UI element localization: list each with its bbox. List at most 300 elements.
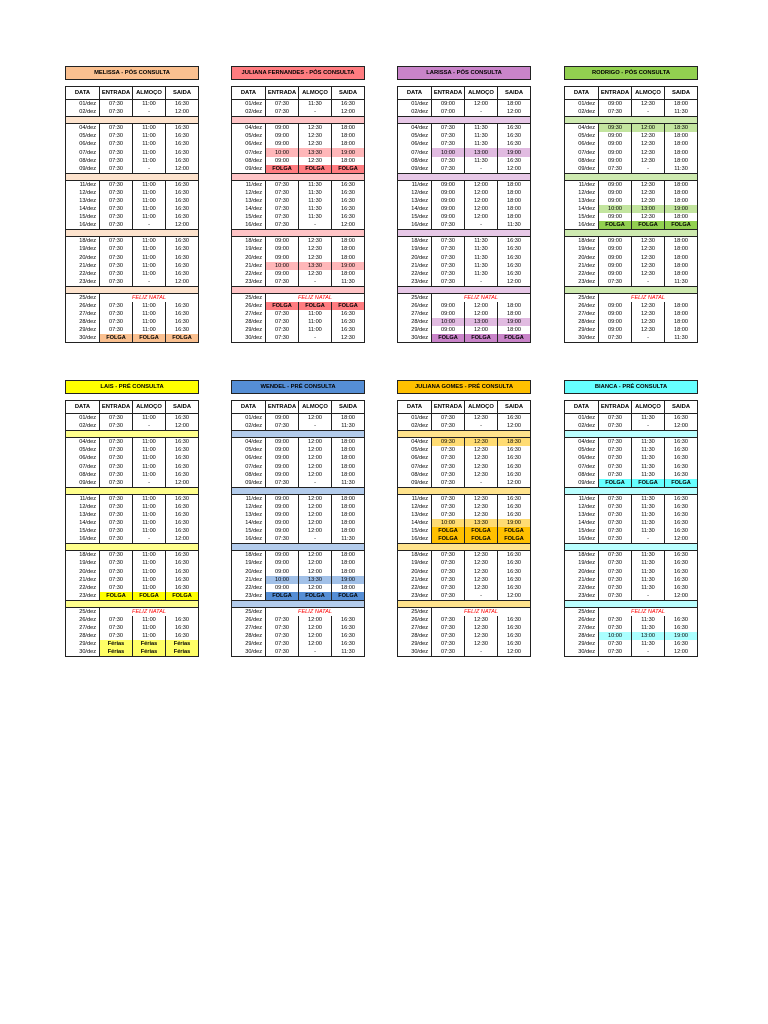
lunch-time-cell: 11:00: [133, 551, 166, 560]
entry-time-cell: 07:30: [599, 503, 632, 511]
exit-time-cell: 16:30: [498, 462, 531, 470]
date-cell: 25/dez: [565, 607, 599, 616]
date-cell: 23/dez: [398, 278, 432, 287]
exit-time-cell: 16:30: [665, 576, 698, 584]
exit-time-cell: 16:30: [498, 245, 531, 253]
entry-time-cell: 07:30: [266, 422, 299, 431]
date-cell: 26/dez: [66, 302, 100, 310]
lunch-time-cell: 12:30: [632, 245, 665, 253]
table-row: [232, 310, 365, 318]
entry-time-cell: 09:00: [266, 559, 299, 567]
entry-time-cell: 07:30: [100, 535, 133, 544]
exit-time-cell: 12:00: [166, 479, 199, 488]
lunch-time-cell: 12:30: [465, 454, 498, 462]
column-header: DATA: [66, 401, 100, 414]
exit-time-cell: 11:30: [665, 165, 698, 174]
date-cell: 21/dez: [232, 576, 266, 584]
lunch-time-cell: 11:30: [632, 584, 665, 592]
table-row: [66, 446, 199, 454]
lunch-time-cell: 11:00: [133, 262, 166, 270]
entry-time-cell: 07:30: [599, 576, 632, 584]
lunch-time-cell: 12:00: [465, 189, 498, 197]
lunch-time-cell: -: [133, 479, 166, 488]
date-cell: 27/dez: [565, 624, 599, 632]
exit-time-cell: 16:30: [332, 189, 365, 197]
date-cell: 22/dez: [232, 584, 266, 592]
lunch-time-cell: 11:30: [632, 576, 665, 584]
exit-time-cell: 16:30: [498, 559, 531, 567]
lunch-time-cell: 12:30: [465, 576, 498, 584]
entry-time-cell: 07:30: [100, 197, 133, 205]
date-cell: 08/dez: [66, 157, 100, 165]
lunch-time-cell: 11:30: [632, 527, 665, 535]
date-cell: 02/dez: [565, 108, 599, 117]
exit-time-cell: 18:00: [332, 471, 365, 479]
lunch-time-cell: 11:30: [465, 245, 498, 253]
exit-time-cell: 18:00: [665, 140, 698, 148]
holiday-label: FELIZ NATAL: [432, 607, 531, 616]
week-separator: [565, 173, 698, 180]
table-row: [66, 189, 199, 197]
entry-time-cell: 07:30: [432, 511, 465, 519]
date-cell: 12/dez: [398, 189, 432, 197]
table-row: [66, 205, 199, 213]
lunch-time-cell: 11:00: [133, 559, 166, 567]
entry-time-cell: 09:00: [266, 471, 299, 479]
lunch-time-cell: -: [632, 165, 665, 174]
table-row: [232, 616, 365, 624]
table-row: [565, 607, 698, 616]
table-row: [398, 326, 531, 334]
entry-time-cell: 07:30: [100, 503, 133, 511]
column-header: SAIDA: [498, 87, 531, 100]
table-row: [565, 584, 698, 592]
lunch-time-cell: 11:00: [133, 624, 166, 632]
lunch-time-cell: 13:00: [465, 148, 498, 156]
lunch-time-cell: 12:30: [465, 559, 498, 567]
exit-time-cell: 12:00: [665, 422, 698, 431]
exit-time-cell: 16:30: [166, 559, 199, 567]
entry-time-cell: 07:30: [266, 221, 299, 230]
lunch-time-cell: 11:30: [632, 494, 665, 503]
lunch-time-cell: 11:30: [465, 262, 498, 270]
date-cell: 04/dez: [398, 438, 432, 447]
day-off-cell: FOLGA: [100, 334, 133, 343]
table-row: [232, 632, 365, 640]
entry-time-cell: 07:30: [599, 640, 632, 648]
date-cell: 02/dez: [398, 422, 432, 431]
table-row: [66, 519, 199, 527]
entry-time-cell: 07:30: [266, 632, 299, 640]
exit-time-cell: 16:30: [166, 551, 199, 560]
exit-time-cell: 18:00: [332, 157, 365, 165]
date-cell: 15/dez: [398, 527, 432, 535]
exit-time-cell: 16:30: [166, 132, 199, 140]
date-cell: 28/dez: [565, 632, 599, 640]
column-header: ALMOÇO: [465, 401, 498, 414]
lunch-time-cell: 12:00: [465, 180, 498, 189]
table-row: [565, 503, 698, 511]
exit-time-cell: 18:00: [498, 205, 531, 213]
exit-time-cell: 16:30: [665, 494, 698, 503]
date-cell: 27/dez: [398, 310, 432, 318]
entry-time-cell: 09:00: [266, 503, 299, 511]
column-header: ALMOÇO: [299, 87, 332, 100]
date-cell: 22/dez: [66, 270, 100, 278]
date-cell: 09/dez: [398, 165, 432, 174]
table-row: [66, 326, 199, 334]
table-row: [398, 503, 531, 511]
exit-time-cell: 16:30: [166, 471, 199, 479]
table-row: [232, 254, 365, 262]
date-cell: 21/dez: [565, 576, 599, 584]
lunch-time-cell: 11:30: [632, 511, 665, 519]
schedule-table: [65, 66, 199, 343]
date-cell: 29/dez: [66, 326, 100, 334]
lunch-time-cell: -: [465, 221, 498, 230]
exit-time-cell: 16:30: [166, 318, 199, 326]
exit-time-cell: 18:00: [332, 124, 365, 133]
date-cell: 16/dez: [232, 535, 266, 544]
table-row: [66, 592, 199, 601]
entry-time-cell: 09:00: [599, 245, 632, 253]
lunch-time-cell: 12:30: [632, 237, 665, 246]
lunch-time-cell: 12:00: [299, 551, 332, 560]
entry-time-cell: 07:30: [266, 326, 299, 334]
exit-time-cell: 16:30: [498, 584, 531, 592]
entry-time-cell: 10:00: [266, 576, 299, 584]
date-cell: 19/dez: [232, 245, 266, 253]
table-row: [232, 592, 365, 601]
entry-time-cell: 07:30: [100, 157, 133, 165]
exit-time-cell: 12:00: [498, 165, 531, 174]
table-row: [398, 165, 531, 174]
date-cell: 02/dez: [398, 108, 432, 117]
exit-time-cell: 16:30: [498, 132, 531, 140]
entry-time-cell: 07:30: [432, 648, 465, 657]
table-row: [66, 422, 199, 431]
exit-time-cell: 19:00: [332, 576, 365, 584]
table-row: [66, 334, 199, 343]
entry-time-cell: 09:00: [266, 245, 299, 253]
table-row: [232, 471, 365, 479]
holiday-label: FELIZ NATAL: [599, 607, 698, 616]
table-row: [398, 519, 531, 527]
entry-time-cell: 07:30: [100, 559, 133, 567]
date-cell: 18/dez: [398, 237, 432, 246]
table-row: [66, 310, 199, 318]
exit-time-cell: 18:00: [665, 254, 698, 262]
table-row: [232, 551, 365, 560]
lunch-time-cell: 12:30: [465, 438, 498, 447]
entry-time-cell: 07:30: [266, 535, 299, 544]
entry-time-cell: 09:00: [432, 213, 465, 221]
entry-time-cell: 07:30: [432, 592, 465, 601]
day-off-cell: FOLGA: [498, 535, 531, 544]
date-cell: 13/dez: [398, 511, 432, 519]
entry-time-cell: 07:30: [599, 559, 632, 567]
date-cell: 30/dez: [398, 648, 432, 657]
table-row: [398, 584, 531, 592]
date-cell: 29/dez: [565, 640, 599, 648]
entry-time-cell: 07:30: [432, 262, 465, 270]
exit-time-cell: 18:00: [332, 454, 365, 462]
date-cell: 29/dez: [232, 640, 266, 648]
table-row: [565, 245, 698, 253]
lunch-time-cell: 12:30: [632, 262, 665, 270]
lunch-time-cell: 12:30: [299, 157, 332, 165]
entry-time-cell: 07:30: [100, 616, 133, 624]
table-row: [232, 576, 365, 584]
entry-time-cell: 07:30: [100, 446, 133, 454]
table-row: [565, 462, 698, 470]
entry-time-cell: 07:30: [599, 414, 632, 423]
lunch-time-cell: 12:00: [299, 559, 332, 567]
entry-time-cell: 07:30: [100, 165, 133, 174]
lunch-time-cell: 11:30: [465, 270, 498, 278]
exit-time-cell: 16:30: [166, 519, 199, 527]
exit-time-cell: 18:00: [332, 462, 365, 470]
day-off-cell: FOLGA: [266, 592, 299, 601]
lunch-time-cell: -: [465, 278, 498, 287]
table-row: [565, 148, 698, 156]
date-cell: 18/dez: [66, 551, 100, 560]
table-row: [66, 462, 199, 470]
table-row: [66, 245, 199, 253]
week-separator: [398, 173, 531, 180]
date-cell: 04/dez: [232, 124, 266, 133]
date-cell: 18/dez: [398, 551, 432, 560]
table-row: [232, 165, 365, 174]
table-row: [66, 414, 199, 423]
date-cell: 02/dez: [66, 108, 100, 117]
exit-time-cell: 12:00: [498, 422, 531, 431]
schedule-title: JULIANA FERNANDES - PÓS CONSULTA: [232, 67, 365, 80]
column-header: ALMOÇO: [465, 87, 498, 100]
table-row: [232, 494, 365, 503]
table-row: [565, 632, 698, 640]
table-row: [232, 302, 365, 310]
date-cell: 14/dez: [66, 205, 100, 213]
date-cell: 26/dez: [565, 302, 599, 310]
exit-time-cell: 19:00: [498, 318, 531, 326]
date-cell: 20/dez: [398, 254, 432, 262]
table-row: [232, 640, 365, 648]
entry-time-cell: 07:30: [599, 551, 632, 560]
table-row: [398, 471, 531, 479]
lunch-time-cell: 11:00: [133, 270, 166, 278]
exit-time-cell: 16:30: [166, 438, 199, 447]
lunch-time-cell: 12:30: [632, 148, 665, 156]
column-header: SAIDA: [166, 87, 199, 100]
date-cell: 25/dez: [66, 607, 100, 616]
entry-time-cell: 09:00: [266, 157, 299, 165]
lunch-time-cell: -: [632, 648, 665, 657]
week-separator: [565, 544, 698, 551]
week-separator: [232, 230, 365, 237]
table-row: [66, 624, 199, 632]
lunch-time-cell: -: [465, 165, 498, 174]
vacation-cell: Férias: [166, 648, 199, 657]
lunch-time-cell: 11:30: [299, 100, 332, 109]
date-cell: 20/dez: [232, 254, 266, 262]
entry-time-cell: 07:30: [266, 108, 299, 117]
lunch-time-cell: 12:00: [465, 326, 498, 334]
date-cell: 21/dez: [565, 262, 599, 270]
exit-time-cell: 19:00: [665, 205, 698, 213]
entry-time-cell: 07:30: [432, 568, 465, 576]
entry-time-cell: 07:30: [100, 471, 133, 479]
table-row: [565, 576, 698, 584]
lunch-time-cell: 11:00: [133, 205, 166, 213]
lunch-time-cell: 11:00: [133, 568, 166, 576]
week-separator: [398, 600, 531, 607]
table-row: [232, 318, 365, 326]
lunch-time-cell: 11:00: [299, 310, 332, 318]
table-row: [398, 197, 531, 205]
exit-time-cell: 12:00: [166, 535, 199, 544]
exit-time-cell: 16:30: [166, 254, 199, 262]
date-cell: 20/dez: [565, 254, 599, 262]
exit-time-cell: 18:00: [665, 100, 698, 109]
entry-time-cell: 07:30: [100, 205, 133, 213]
table-row: [232, 648, 365, 657]
date-cell: 28/dez: [66, 318, 100, 326]
table-row: [565, 592, 698, 601]
table-row: [232, 511, 365, 519]
lunch-time-cell: 11:30: [465, 157, 498, 165]
entry-time-cell: 07:30: [100, 270, 133, 278]
table-row: [398, 551, 531, 560]
date-cell: 28/dez: [565, 318, 599, 326]
week-separator: [232, 117, 365, 124]
exit-time-cell: 12:00: [166, 221, 199, 230]
column-header: ENTRADA: [100, 87, 133, 100]
entry-time-cell: 07:30: [266, 213, 299, 221]
exit-time-cell: 18:00: [665, 189, 698, 197]
exit-time-cell: 19:00: [498, 148, 531, 156]
table-row: [66, 559, 199, 567]
lunch-time-cell: 11:00: [299, 318, 332, 326]
exit-time-cell: 18:00: [498, 326, 531, 334]
date-cell: 29/dez: [66, 640, 100, 648]
entry-time-cell: 07:30: [100, 237, 133, 246]
lunch-time-cell: -: [632, 334, 665, 343]
week-separator: [565, 286, 698, 293]
lunch-time-cell: 11:30: [465, 237, 498, 246]
date-cell: 08/dez: [398, 157, 432, 165]
table-row: [565, 237, 698, 246]
day-off-cell: FOLGA: [498, 334, 531, 343]
table-row: [232, 559, 365, 567]
table-row: [232, 326, 365, 334]
lunch-time-cell: -: [133, 422, 166, 431]
table-row: [565, 157, 698, 165]
exit-time-cell: 12:00: [498, 592, 531, 601]
entry-time-cell: 07:30: [599, 616, 632, 624]
week-separator: [565, 487, 698, 494]
lunch-time-cell: 11:30: [632, 559, 665, 567]
entry-time-cell: 07:30: [266, 624, 299, 632]
exit-time-cell: 11:30: [332, 278, 365, 287]
entry-time-cell: 09:00: [266, 511, 299, 519]
entry-time-cell: 09:00: [432, 302, 465, 310]
table-row: [66, 318, 199, 326]
entry-time-cell: 07:30: [432, 254, 465, 262]
table-row: [66, 124, 199, 133]
date-cell: 26/dez: [398, 302, 432, 310]
date-cell: 14/dez: [565, 519, 599, 527]
exit-time-cell: 18:00: [665, 326, 698, 334]
table-row: [66, 616, 199, 624]
exit-time-cell: 18:00: [665, 180, 698, 189]
lunch-time-cell: 12:30: [465, 584, 498, 592]
lunch-time-cell: 12:30: [632, 140, 665, 148]
date-cell: 07/dez: [66, 148, 100, 156]
lunch-time-cell: 12:30: [632, 189, 665, 197]
date-cell: 26/dez: [398, 616, 432, 624]
exit-time-cell: 16:30: [166, 205, 199, 213]
date-cell: 04/dez: [565, 438, 599, 447]
date-cell: 04/dez: [232, 438, 266, 447]
entry-time-cell: 07:30: [432, 278, 465, 287]
lunch-time-cell: -: [299, 334, 332, 343]
day-off-cell: FOLGA: [266, 165, 299, 174]
week-separator: [66, 431, 199, 438]
table-row: [66, 221, 199, 230]
date-cell: 28/dez: [66, 632, 100, 640]
lunch-time-cell: -: [632, 592, 665, 601]
exit-time-cell: 12:00: [498, 108, 531, 117]
entry-time-cell: 10:00: [432, 519, 465, 527]
table-row: [565, 189, 698, 197]
date-cell: 30/dez: [398, 334, 432, 343]
entry-time-cell: 07:30: [266, 100, 299, 109]
table-row: [398, 535, 531, 544]
entry-time-cell: 07:30: [599, 438, 632, 447]
table-row: [398, 640, 531, 648]
exit-time-cell: 18:00: [665, 157, 698, 165]
date-cell: 07/dez: [232, 462, 266, 470]
date-cell: 16/dez: [66, 535, 100, 544]
lunch-time-cell: 11:00: [133, 438, 166, 447]
date-cell: 25/dez: [565, 293, 599, 302]
entry-time-cell: 07:30: [599, 592, 632, 601]
entry-time-cell: 07:30: [432, 165, 465, 174]
date-cell: 11/dez: [565, 180, 599, 189]
schedule-title: RODRIGO - PÓS CONSULTA: [565, 67, 698, 80]
column-header: ALMOÇO: [632, 87, 665, 100]
exit-time-cell: 16:30: [332, 180, 365, 189]
exit-time-cell: 19:00: [498, 519, 531, 527]
table-row: [565, 318, 698, 326]
lunch-time-cell: 12:30: [299, 254, 332, 262]
lunch-time-cell: -: [299, 479, 332, 488]
table-row: [565, 254, 698, 262]
date-cell: 14/dez: [565, 205, 599, 213]
exit-time-cell: 16:30: [166, 446, 199, 454]
entry-time-cell: 07:30: [432, 584, 465, 592]
exit-time-cell: 18:00: [332, 559, 365, 567]
table-row: [66, 197, 199, 205]
lunch-time-cell: 12:00: [299, 446, 332, 454]
date-cell: 08/dez: [232, 471, 266, 479]
entry-time-cell: 07:30: [100, 278, 133, 287]
day-off-cell: FOLGA: [166, 592, 199, 601]
entry-time-cell: 07:30: [599, 334, 632, 343]
exit-time-cell: 16:30: [166, 616, 199, 624]
entry-time-cell: 07:30: [432, 446, 465, 454]
